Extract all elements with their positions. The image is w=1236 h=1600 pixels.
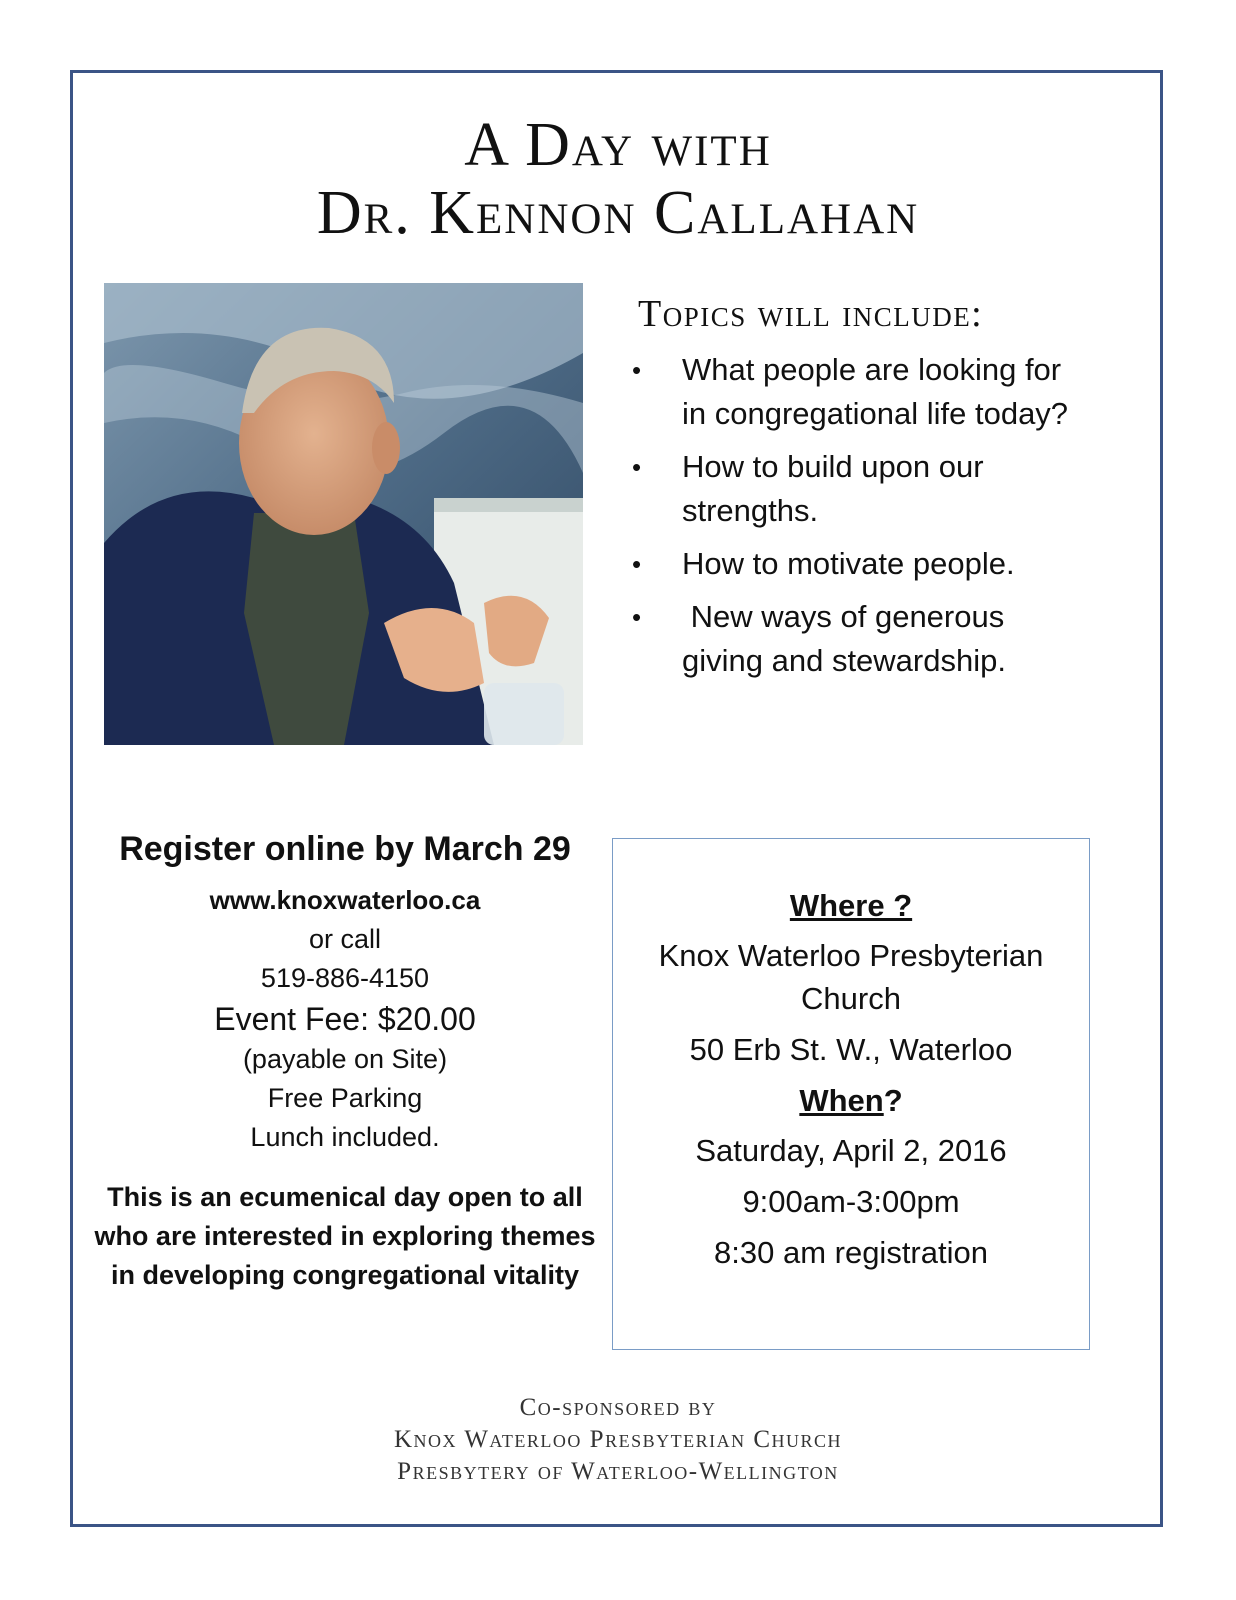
event-fee: Event Fee: $20.00 [214,1001,476,1037]
venue-address: 50 Erb St. W., Waterloo [689,1032,1013,1067]
topic-item [632,348,1092,436]
cosponsored-label: Co-sponsored by [519,1394,717,1421]
title-line-2: Dr. Kennon Callahan [316,179,920,247]
topic-text: New ways of generous giving and stewardship. [682,599,1013,678]
venue-name: Knox Waterloo Presbyterian Church [658,938,1044,1016]
event-date: Saturday, April 2, 2016 [695,1133,1007,1168]
when-heading-text: When [799,1083,884,1118]
where-heading: Where ? [789,888,913,923]
sponsor-1: Knox Waterloo Presbyterian Church [393,1426,843,1453]
bullet-icon: • [632,452,642,482]
title-line-1: A Day with [464,111,772,179]
lunch-note: Lunch included. [250,1122,440,1152]
topics-heading: Topics will include: [638,293,984,335]
payable-note: (payable on Site) [242,1044,448,1074]
bullet-icon: • [632,355,642,385]
topic-text: How to build upon our strengths. [682,449,984,528]
topic-item [632,595,1092,683]
event-time: 9:00am-3:00pm [742,1184,960,1219]
topic-text: What people are looking for in congregational life today? [682,352,1069,431]
phone-number: 519-886-4150 [260,963,430,993]
topics-list [632,348,1092,692]
where-when-box [612,838,1090,1350]
when-heading [613,1079,1089,1123]
topic-item [632,445,1092,533]
registration-time: 8:30 am registration [714,1235,988,1270]
topic-text: How to motivate people. [682,546,1015,581]
website-link[interactable]: www.knoxwaterloo.ca [209,885,481,915]
when-heading-suffix: ? [883,1083,903,1118]
topic-item [632,542,1092,586]
sponsors-block [0,1392,1236,1488]
parking-note: Free Parking [267,1083,423,1113]
bullet-icon: • [632,602,642,632]
registration-block [90,826,600,1157]
registration-heading: Register online by March 29 [119,830,571,868]
bullet-icon: • [632,549,642,579]
or-call-text: or call [308,924,382,954]
speaker-photo [104,283,583,745]
ecumenical-note: This is an ecumenical day open to all who are interested in exploring themes in developing congregational vitality [94,1182,596,1290]
sponsor-2: Presbytery of Waterloo-Wellington [397,1458,839,1485]
